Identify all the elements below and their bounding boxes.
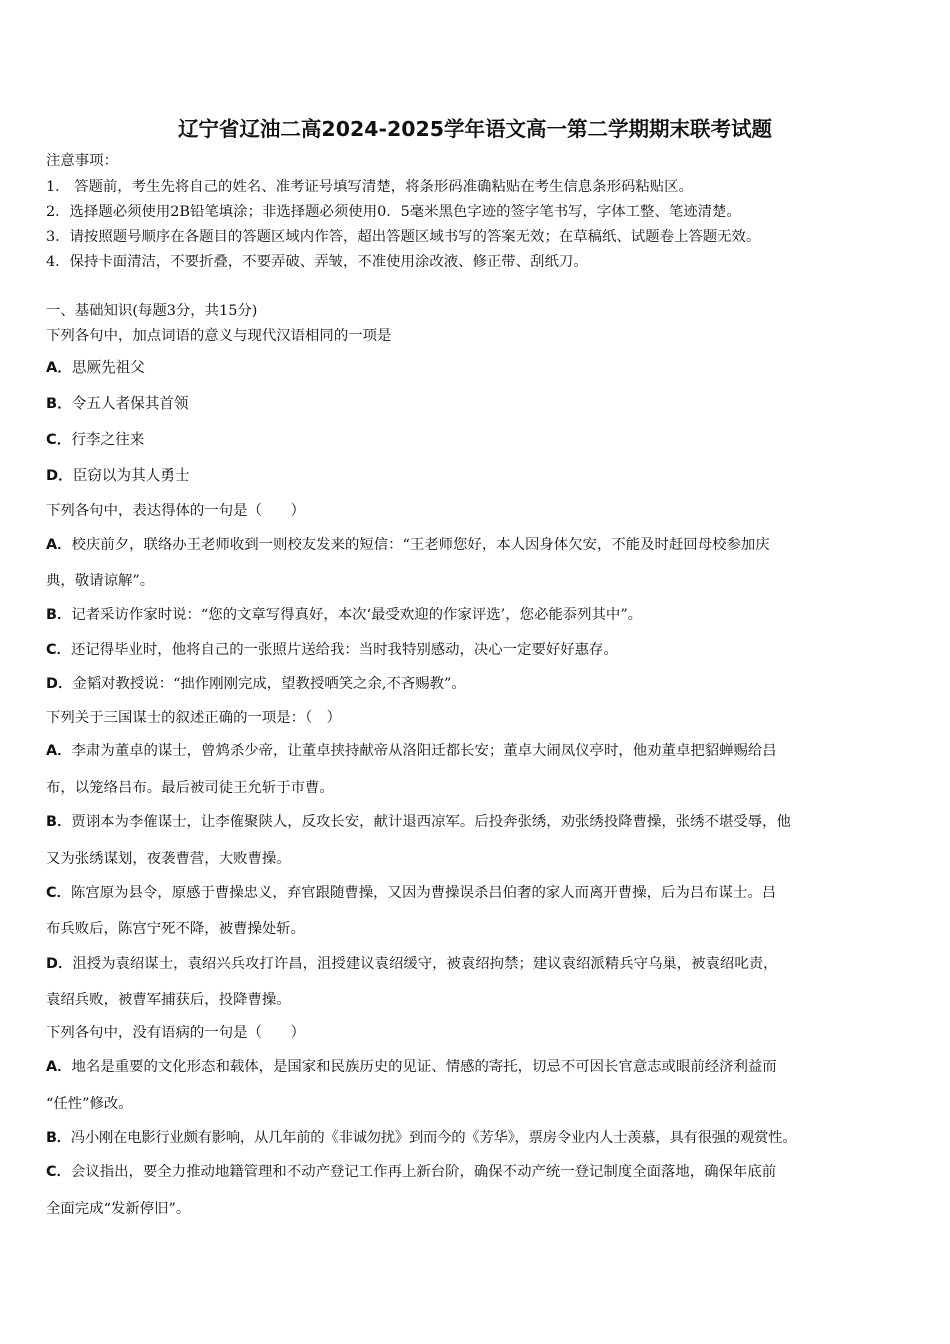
option-text: 贾诩本为李傕谋士，让李傕聚陕人，反攻长安，献计退西凉军。后投奔张绣，劝张绣投降曹操，张绣不堪受辱，他 bbox=[71, 814, 791, 830]
q1-option-c bbox=[46, 431, 144, 449]
q2-option-a-line2: 典，敬请谅解”。 bbox=[46, 573, 155, 589]
q3-option-c-line1 bbox=[46, 884, 776, 902]
option-key: D． bbox=[46, 956, 73, 972]
notice-item-3: 3．请按照题号顺序在各题目的答题区域内作答，超出答题区域书写的答案无效；在草稿纸、试题卷上答题无效。 bbox=[46, 229, 761, 245]
option-key: C． bbox=[46, 642, 71, 658]
q1-option-b bbox=[46, 395, 188, 413]
q1-option-d bbox=[46, 467, 189, 485]
option-key: A． bbox=[46, 537, 72, 553]
option-key: A． bbox=[46, 1059, 72, 1075]
q3-option-b-line1 bbox=[46, 813, 791, 831]
q3-option-a-line2: 布，以笼络吕布。最后被司徒王允斩于市曹。 bbox=[46, 780, 334, 796]
q4-option-c-line2: 全面完成“发新停旧”。 bbox=[46, 1201, 191, 1217]
q2-stem: 下列各句中，表达得体的一句是（ ） bbox=[46, 503, 306, 519]
option-key: C． bbox=[46, 431, 72, 448]
option-key: C． bbox=[46, 1164, 71, 1180]
option-text: 冯小刚在电影行业颇有影响，从几年前的《非诚勿扰》到而今的《芳华》，票房令业内人士羡慕，具有很强的观赏性。 bbox=[70, 1130, 797, 1146]
option-text: 记者采访作家时说：“您的文章写得真好，本次‘最受欢迎的作家评选’，您必能忝列其中”。 bbox=[71, 607, 643, 623]
option-text: 令五人者保其首领 bbox=[71, 395, 189, 412]
notice-heading: 注意事项： bbox=[46, 153, 118, 169]
option-key: D． bbox=[46, 676, 73, 692]
q2-option-b bbox=[46, 606, 642, 624]
option-key: A． bbox=[46, 743, 72, 759]
q4-option-c-line1 bbox=[46, 1163, 776, 1181]
q3-option-b-line2: 又为张绣谋划，夜袭曹营，大败曹操。 bbox=[46, 851, 291, 867]
option-text: 思厥先祖父 bbox=[71, 359, 145, 376]
option-text: 校庆前夕，联络办王老师收到一则校友发来的短信：“王老师您好，本人因身体欠安，不能及时赶回母校参加庆 bbox=[71, 537, 770, 553]
q1-option-a bbox=[46, 359, 145, 377]
q3-option-d-line1 bbox=[46, 955, 778, 973]
q1-stem: 下列各句中，加点词语的意义与现代汉语相同的一项是 bbox=[46, 328, 392, 344]
q3-option-a-line1 bbox=[46, 742, 777, 760]
page-title: 辽宁省辽油二高2024-2025学年语文高一第二学期期末联考试题 bbox=[177, 117, 773, 141]
q4-option-a-line2: “任性”修改。 bbox=[46, 1096, 133, 1112]
notice-item-2: 2．选择题必须使用2B铅笔填涂；非选择题必须使用0．5毫米黑色字迹的签字笔书写，字体工整、笔迹清楚。 bbox=[46, 204, 741, 220]
option-text: 还记得毕业时，他将自己的一张照片送给我：当时我特别感动，决心一定要好好惠存。 bbox=[70, 642, 618, 658]
q2-option-a-line1 bbox=[46, 536, 770, 554]
q3-option-c-line2: 布兵败后，陈宫宁死不降，被曹操处斩。 bbox=[46, 921, 306, 937]
option-text: 臣窃以为其人勇士 bbox=[72, 467, 190, 484]
option-text: 行李之往来 bbox=[71, 431, 145, 448]
q3-option-d-line2: 袁绍兵败，被曹军捕获后，投降曹操。 bbox=[46, 992, 291, 1008]
option-text: 李肃为董卓的谋士，曾鸩杀少帝，让董卓挟持献帝从洛阳迁都长安；董卓大闹凤仪亭时，他劝董卓把貂蝉赐给吕 bbox=[71, 743, 777, 759]
option-text: 沮授为袁绍谋士，袁绍兴兵攻打许昌，沮授建议袁绍缓守，被袁绍拘禁；建议袁绍派精兵守乌巢，被袁绍叱责， bbox=[72, 956, 778, 972]
notice-item-4: 4．保持卡面清洁，不要折叠，不要弄破、弄皱，不准使用涂改液、修正带、刮纸刀。 bbox=[46, 254, 588, 270]
notice-item-1: 1． 答题前，考生先将自己的姓名、准考证号填写清楚，将条形码准确粘贴在考生信息条形码粘贴区。 bbox=[46, 179, 693, 195]
option-key: B． bbox=[46, 1130, 71, 1146]
q4-stem: 下列各句中，没有语病的一句是（ ） bbox=[46, 1025, 306, 1041]
option-key: B． bbox=[46, 607, 72, 623]
option-text: 地名是重要的文化形态和载体，是国家和民族历史的见证、情感的寄托，切忌不可因长官意志或眼前经济利益而 bbox=[71, 1059, 777, 1075]
q2-option-d bbox=[46, 675, 466, 693]
option-key: B． bbox=[46, 395, 72, 412]
option-key: A． bbox=[46, 359, 72, 376]
q4-option-a-line1 bbox=[46, 1058, 777, 1076]
q4-option-b bbox=[46, 1129, 796, 1147]
option-key: C． bbox=[46, 885, 71, 901]
option-key: B． bbox=[46, 814, 72, 830]
q2-option-c bbox=[46, 641, 618, 659]
option-key: D． bbox=[46, 467, 73, 484]
q3-stem: 下列关于三国谋士的叙述正确的一项是：（ ） bbox=[46, 710, 342, 726]
option-text: 陈宫原为县令，原感于曹操忠义，弃官跟随曹操，又因为曹操误杀吕伯奢的家人而离开曹操，后为吕布谋士。吕 bbox=[70, 885, 777, 901]
option-text: 金韬对教授说：“拙作刚刚完成，望教授哂笑之余,不吝赐教”。 bbox=[72, 676, 466, 692]
section-title: 一、基础知识(每题3分，共15分) bbox=[46, 303, 258, 319]
option-text: 会议指出，要全力推动地籍管理和不动产登记工作再上新台阶，确保不动产统一登记制度全面落地，确保年底前 bbox=[70, 1164, 777, 1180]
